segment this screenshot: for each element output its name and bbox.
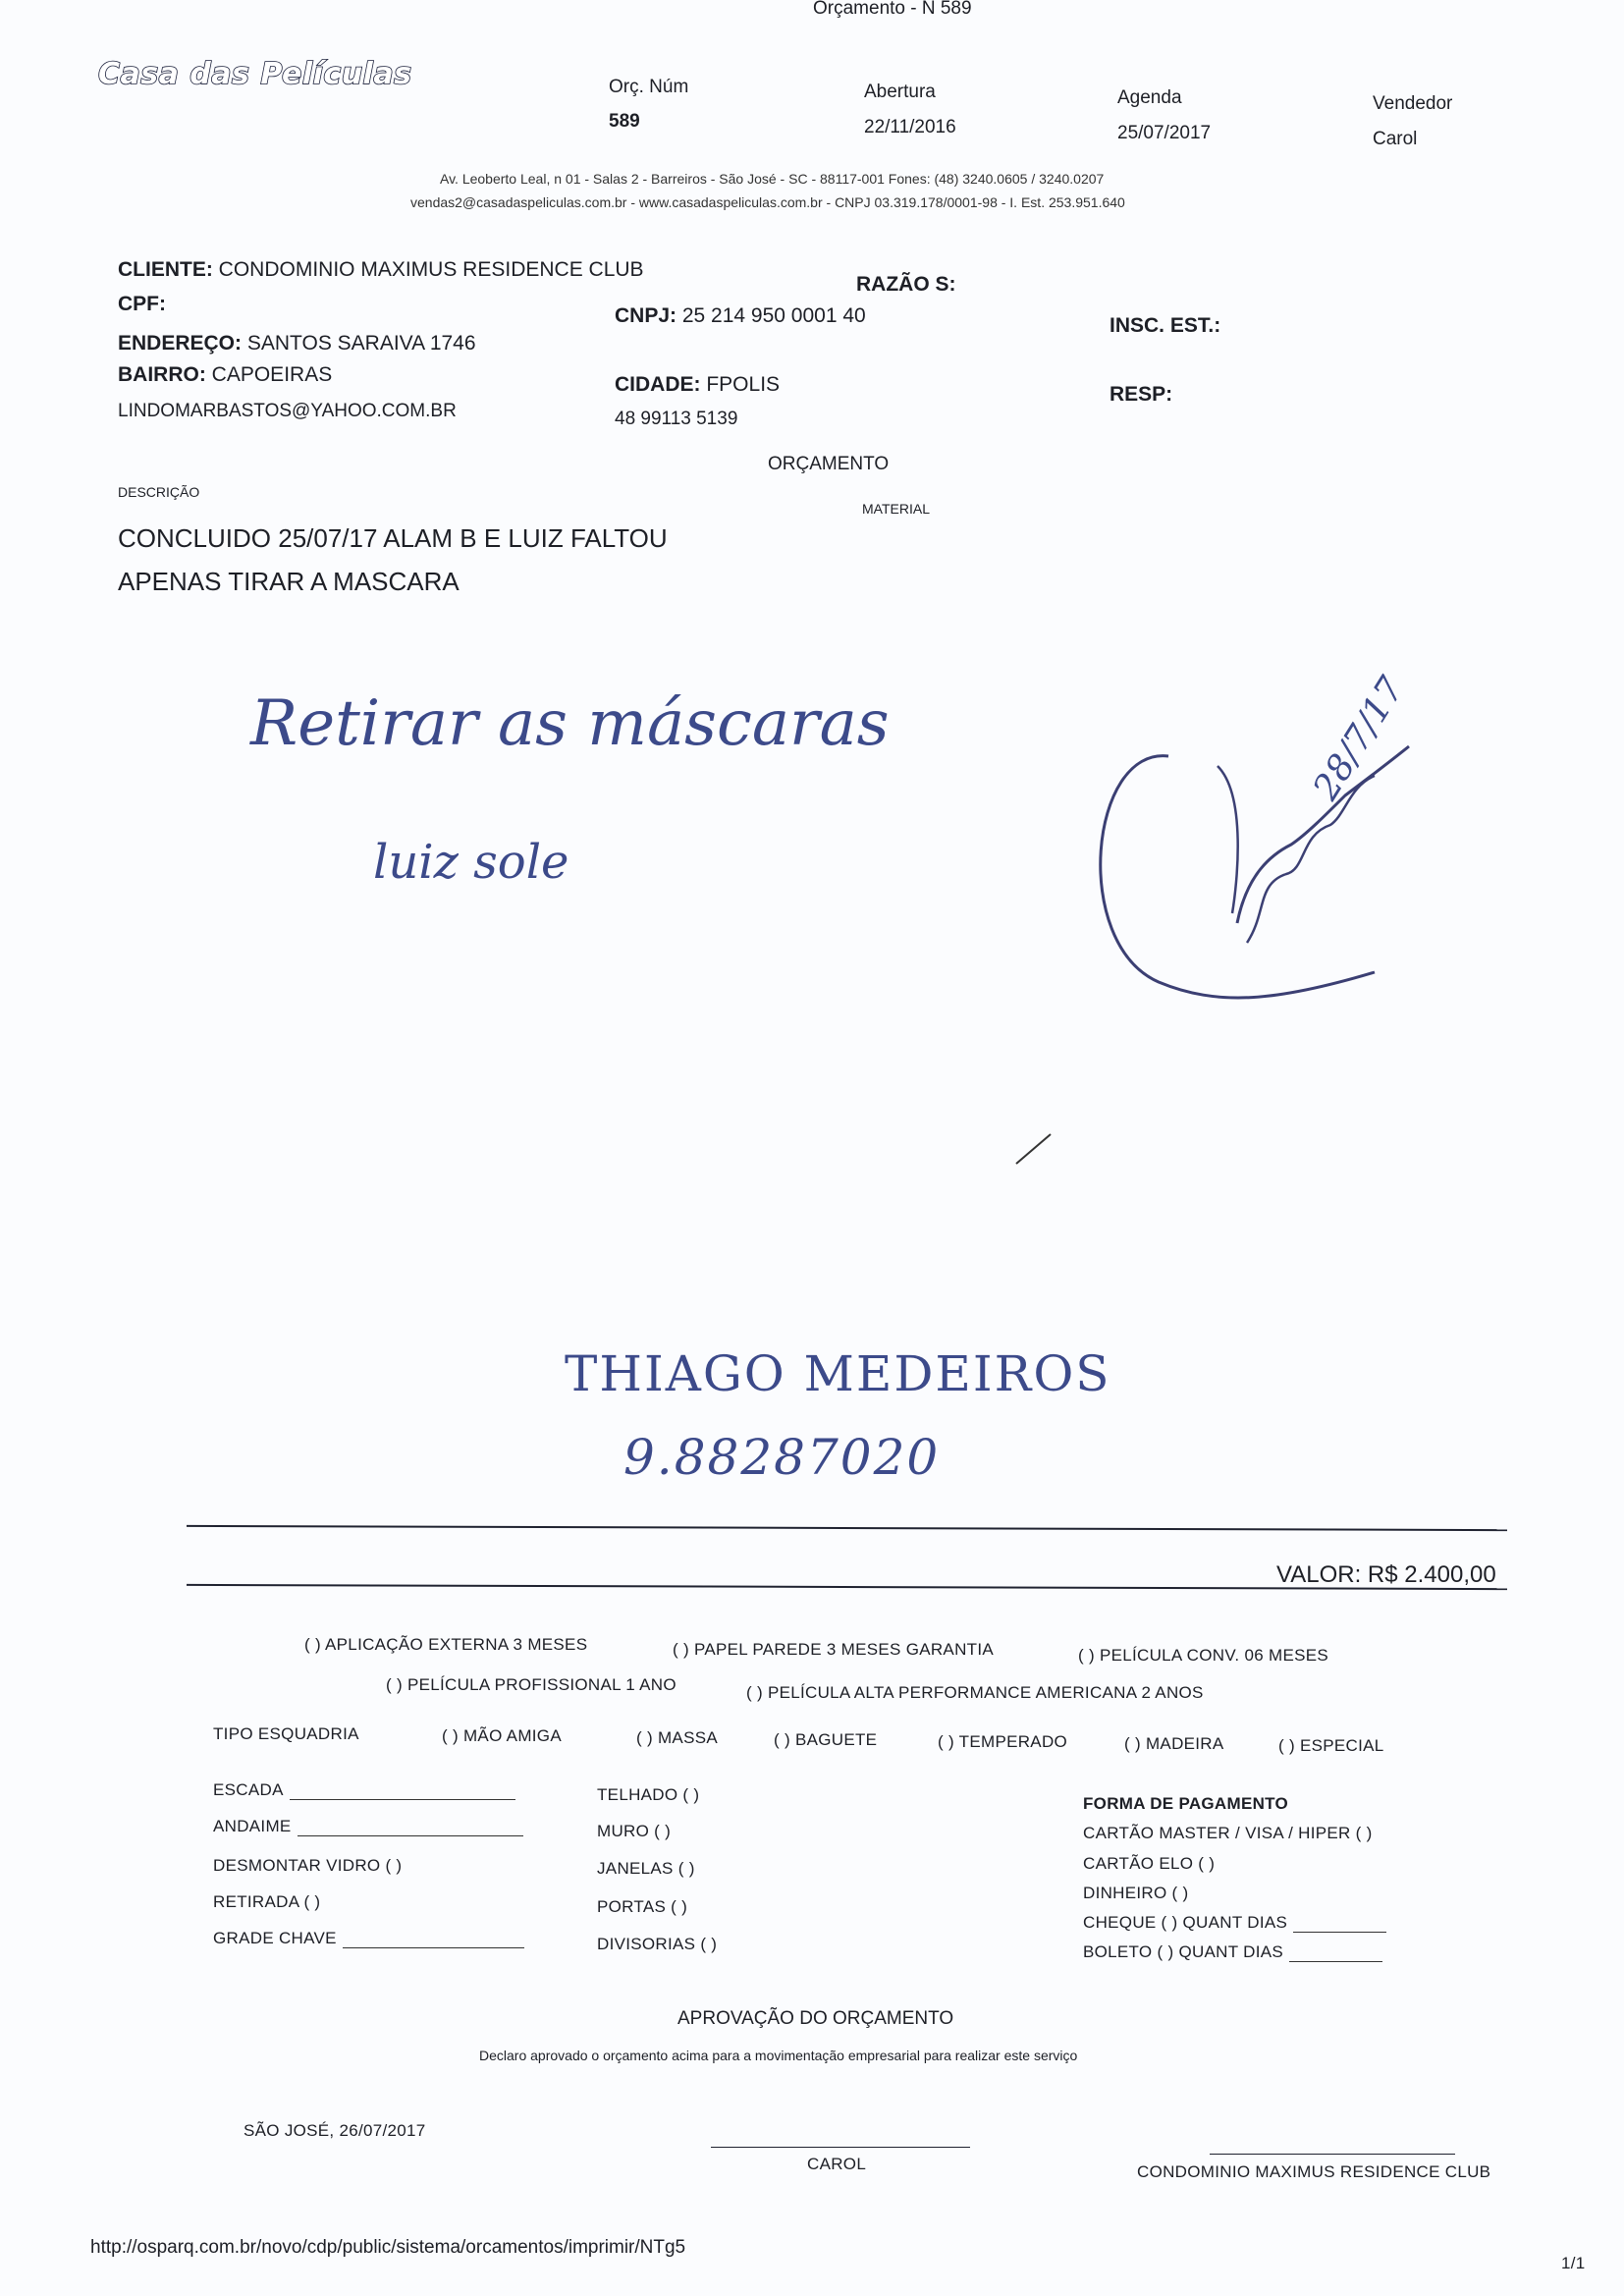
extra-janelas[interactable]: JANELAS ( ) bbox=[597, 1859, 695, 1878]
esquadria-temperado[interactable]: ( ) TEMPERADO bbox=[938, 1732, 1068, 1751]
pagamento-dinheiro[interactable]: DINHEIRO ( ) bbox=[1083, 1884, 1189, 1902]
cliente-row bbox=[118, 258, 644, 282]
valor-row bbox=[1276, 1561, 1496, 1589]
extra-desmontar-vidro[interactable]: DESMONTAR VIDRO ( ) bbox=[213, 1856, 403, 1875]
valor-label: VALOR: bbox=[1276, 1561, 1362, 1588]
description-line-1: CONCLUIDO 25/07/17 ALAM B E LUIZ FALTOU bbox=[118, 523, 668, 553]
extra-andaime[interactable] bbox=[213, 1817, 523, 1836]
page-number: 1/1 bbox=[1561, 2254, 1586, 2272]
extra-escada-label: ESCADA bbox=[213, 1780, 284, 1799]
material-label: MATERIAL bbox=[862, 501, 930, 517]
cnpj-row bbox=[615, 304, 866, 328]
footer-url[interactable]: http://osparq.com.br/novo/cdp/public/sistema/orcamentos/imprimir/NTg5 bbox=[90, 2237, 686, 2258]
pagamento-cheque-line bbox=[1293, 1918, 1386, 1933]
pagamento-boleto[interactable] bbox=[1083, 1942, 1382, 1962]
esquadria-baguete[interactable]: ( ) BAGUETE bbox=[774, 1730, 878, 1749]
extra-andaime-line bbox=[298, 1822, 523, 1836]
agenda-label: Agenda bbox=[1117, 87, 1182, 108]
extra-escada-line bbox=[290, 1785, 515, 1800]
agenda-value: 25/07/2017 bbox=[1117, 123, 1212, 143]
extra-escada[interactable] bbox=[213, 1780, 515, 1800]
esquadria-massa[interactable]: ( ) MASSA bbox=[636, 1728, 718, 1747]
bairro-row bbox=[118, 363, 332, 387]
cidade-label: CIDADE: bbox=[615, 373, 701, 396]
esquadria-label: TIPO ESQUADRIA bbox=[213, 1724, 359, 1743]
pagamento-title: FORMA DE PAGAMENTO bbox=[1083, 1794, 1289, 1813]
pagamento-cheque-label: CHEQUE ( ) QUANT DIAS bbox=[1083, 1913, 1288, 1932]
signature-name-2: CONDOMINIO MAXIMUS RESIDENCE CLUB bbox=[1137, 2162, 1491, 2181]
divider-top bbox=[187, 1525, 1507, 1531]
pagamento-cartao-master[interactable]: CARTÃO MASTER / VISA / HIPER ( ) bbox=[1083, 1824, 1373, 1842]
pagamento-cheque[interactable] bbox=[1083, 1913, 1386, 1933]
handwritten-note-2: luiz sole bbox=[373, 835, 569, 890]
extra-grade-chave-line bbox=[343, 1934, 524, 1948]
cidade-row bbox=[615, 373, 780, 397]
vendedor-label: Vendedor bbox=[1373, 93, 1453, 114]
orcamento-heading: ORÇAMENTO bbox=[768, 454, 890, 474]
pagamento-cartao-elo[interactable]: CARTÃO ELO ( ) bbox=[1083, 1854, 1216, 1873]
extra-retirada[interactable]: RETIRADA ( ) bbox=[213, 1892, 321, 1911]
option-aplicacao-externa[interactable]: ( ) APLICAÇÃO EXTERNA 3 MESES bbox=[304, 1635, 588, 1654]
company-logo: Casa das Películas bbox=[98, 57, 412, 91]
option-pelicula-alta-performance[interactable]: ( ) PELÍCULA ALTA PERFORMANCE AMERICANA 2 ANOS bbox=[746, 1683, 1204, 1702]
client-email: LINDOMARBASTOS@YAHOO.COM.BR bbox=[118, 401, 457, 421]
resp-label: RESP: bbox=[1110, 383, 1173, 406]
extra-grade-chave-label: GRADE CHAVE bbox=[213, 1929, 337, 1947]
handwritten-phone: 9.88287020 bbox=[623, 1429, 941, 1486]
esquadria-mao-amiga[interactable]: ( ) MÃO AMIGA bbox=[442, 1726, 562, 1745]
handwritten-name: THIAGO MEDEIROS bbox=[565, 1345, 1111, 1402]
cnpj-label: CNPJ: bbox=[615, 304, 677, 327]
cpf-label: CPF: bbox=[118, 293, 166, 315]
valor-amount: R$ 2.400,00 bbox=[1367, 1561, 1496, 1588]
option-papel-parede[interactable]: ( ) PAPEL PAREDE 3 MESES GARANTIA bbox=[673, 1640, 994, 1659]
signature-line-2 bbox=[1210, 2154, 1455, 2155]
esquadria-especial[interactable]: ( ) ESPECIAL bbox=[1278, 1736, 1384, 1755]
signature-line-1 bbox=[711, 2147, 970, 2148]
abertura-value: 22/11/2016 bbox=[864, 117, 956, 137]
extra-divisorias[interactable]: DIVISORIAS ( ) bbox=[597, 1935, 718, 1953]
pagamento-boleto-label: BOLETO ( ) QUANT DIAS bbox=[1083, 1942, 1284, 1961]
endereco-label: ENDEREÇO: bbox=[118, 332, 243, 355]
cnpj-value: 25 214 950 0001 40 bbox=[681, 304, 866, 327]
cliente-label: CLIENTE: bbox=[118, 258, 213, 281]
bairro-value: CAPOEIRAS bbox=[211, 363, 333, 386]
handwritten-note-1: Retirar as máscaras bbox=[250, 687, 890, 760]
orc-num-label: Orç. Núm bbox=[609, 77, 689, 97]
signature-name-1: CAROL bbox=[807, 2155, 867, 2173]
pen-mark bbox=[1011, 1129, 1070, 1169]
signature-date: 28/7/17 bbox=[1306, 670, 1413, 807]
extra-portas[interactable]: PORTAS ( ) bbox=[597, 1897, 688, 1916]
extra-telhado[interactable]: TELHADO ( ) bbox=[597, 1785, 700, 1804]
endereco-row bbox=[118, 332, 476, 355]
razao-label: RAZÃO S: bbox=[856, 273, 956, 296]
extra-muro[interactable]: MURO ( ) bbox=[597, 1822, 672, 1840]
signature-drawing bbox=[1051, 687, 1502, 1041]
abertura-label: Abertura bbox=[864, 82, 936, 102]
insc-label: INSC. EST.: bbox=[1110, 314, 1221, 337]
esquadria-madeira[interactable]: ( ) MADEIRA bbox=[1124, 1734, 1224, 1753]
approval-place-date: SÃO JOSÉ, 26/07/2017 bbox=[244, 2121, 426, 2140]
approval-title: APROVAÇÃO DO ORÇAMENTO bbox=[677, 2008, 954, 2029]
orc-num-value: 589 bbox=[609, 111, 640, 132]
company-contacts: vendas2@casadaspeliculas.com.br - www.casadaspeliculas.com.br - CNPJ 03.319.178/0001-98 - I. Est. 253.951.640 bbox=[410, 194, 1125, 210]
cliente-value: CONDOMINIO MAXIMUS RESIDENCE CLUB bbox=[218, 258, 644, 281]
endereco-value: SANTOS SARAIVA 1746 bbox=[246, 332, 476, 355]
vendedor-value: Carol bbox=[1373, 129, 1418, 149]
option-pelicula-profissional[interactable]: ( ) PELÍCULA PROFISSIONAL 1 ANO bbox=[386, 1675, 677, 1694]
option-pelicula-conv[interactable]: ( ) PELÍCULA CONV. 06 MESES bbox=[1078, 1646, 1329, 1665]
company-address: Av. Leoberto Leal, n 01 - Salas 2 - Barreiros - São José - SC - 88117-001 Fones: (48) 3240.0605 / 3240.0207 bbox=[440, 171, 1105, 187]
approval-text: Declaro aprovado o orçamento acima para a movimentação empresarial para realizar este serviço bbox=[479, 2048, 1078, 2063]
cidade-value: FPOLIS bbox=[706, 373, 781, 396]
description-line-2: APENAS TIRAR A MASCARA bbox=[118, 567, 460, 596]
client-phone: 48 99113 5139 bbox=[615, 409, 738, 429]
extra-andaime-label: ANDAIME bbox=[213, 1817, 292, 1835]
descricao-label: DESCRIÇÃO bbox=[118, 484, 200, 500]
page-title: Orçamento - N 589 bbox=[813, 0, 972, 19]
pagamento-boleto-line bbox=[1289, 1947, 1382, 1962]
extra-grade-chave[interactable] bbox=[213, 1929, 524, 1948]
bairro-label: BAIRRO: bbox=[118, 363, 206, 386]
